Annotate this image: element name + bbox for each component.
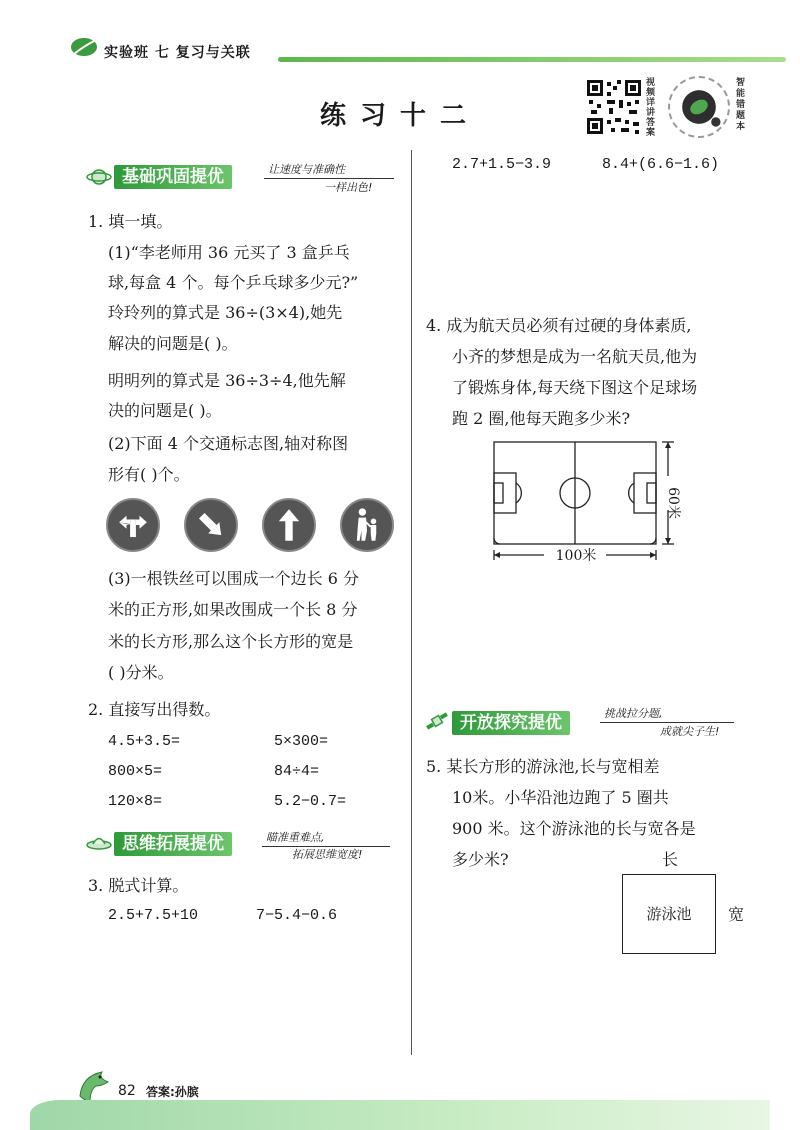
header-rule	[278, 57, 786, 62]
diagonal-arrow-sign-icon	[184, 498, 238, 552]
q1-blank-2[interactable]: 决的问题是( )。	[108, 401, 222, 420]
q2-item[interactable]: 5.2−0.7=	[274, 793, 347, 810]
section-open-label: 开放探究提优	[452, 711, 570, 735]
q3-item[interactable]: 2.5+7.5+10	[108, 907, 199, 924]
q4-text: 4. 成为航天员必须有过硬的身体素质,	[426, 316, 692, 335]
footer-answer: 答案:孙膑	[146, 1085, 199, 1099]
q4-text: 跑 2 圈,他每天跑多少米?	[452, 409, 631, 428]
q2-item[interactable]: 120×8=	[108, 793, 163, 810]
section-basic-label: 基础巩固提优	[114, 165, 232, 189]
q1-blank-1[interactable]: 解决的问题是( )。	[108, 334, 238, 353]
q1-title: 1. 填一填。	[88, 212, 173, 231]
qr-caption: 视频详讲答案	[646, 78, 656, 138]
q3-item[interactable]: 7−5.4−0.6	[256, 907, 338, 924]
section-open-note-2: 成就尖子生!	[660, 725, 720, 738]
field-width-label: 100米	[555, 548, 597, 564]
ufo-icon	[86, 830, 112, 856]
leaf-logo-icon	[70, 36, 100, 58]
q1-text: 米的长方形,那么这个长方形的宽是	[108, 632, 354, 651]
satellite-icon	[424, 708, 450, 734]
section-thinking-note-2: 拓展思维宽度!	[292, 848, 363, 861]
turn-left-right-sign-icon	[106, 498, 160, 552]
straight-arrow-sign-icon	[262, 498, 316, 552]
pedestrian-sign-icon	[340, 498, 394, 552]
q2-item[interactable]: 4.5+3.5=	[108, 733, 181, 750]
section-basic-note-1: 让速度与准确性	[268, 163, 345, 176]
section-thinking-note-1: 瞄准重难点,	[266, 831, 325, 844]
section-thinking-rule	[262, 846, 390, 847]
pool-diagram: 游泳池	[622, 874, 716, 954]
q1-text: (1)“李老师用 36 元买了 3 盒乒乓	[108, 243, 350, 262]
q3-title: 3. 脱式计算。	[88, 876, 189, 895]
q1-blank-4[interactable]: ( )分米。	[108, 663, 174, 682]
q1-text: 球,每盒 4 个。每个乒乓球多少元?”	[108, 273, 359, 292]
page-title: 练习十二	[319, 101, 480, 131]
q2-item[interactable]: 84÷4=	[274, 763, 320, 780]
q2-item[interactable]: 800×5=	[108, 763, 163, 780]
chapter-header: 实验班 七 复习与关联	[104, 45, 251, 61]
q4-text: 了锻炼身体,每天绕下图这个足球场	[452, 378, 698, 397]
q1-text: 明明列的算式是 36÷3÷4,他先解	[108, 371, 346, 390]
pool-length-label: 长	[662, 850, 679, 869]
footer-band	[30, 1100, 770, 1130]
pool-width-label: 宽	[728, 905, 745, 924]
q1-text: 玲玲列的算式是 36÷(3×4),她先	[108, 303, 343, 322]
section-open-note-1: 挑战拉分题,	[604, 707, 663, 720]
qr-code-icon[interactable]	[585, 78, 643, 136]
q2-item[interactable]: 5×300=	[274, 733, 329, 750]
q2-title: 2. 直接写出得数。	[88, 700, 221, 719]
column-divider	[411, 150, 412, 1055]
planet-icon	[86, 164, 112, 190]
smart-error-book-seal-icon[interactable]	[668, 76, 730, 138]
q5-text: 5. 某长方形的游泳池,长与宽相差	[426, 757, 660, 776]
page-number: 82	[118, 1083, 136, 1099]
q4-text: 小齐的梦想是成为一名航天员,他为	[452, 347, 698, 366]
q5-text: 900 米。这个游泳池的长与宽各是	[452, 819, 696, 838]
q1-blank-3[interactable]: 形有( )个。	[108, 465, 190, 484]
q3-item[interactable]: 8.4+(6.6−1.6)	[602, 156, 720, 173]
seal-caption: 智能错题本	[736, 78, 746, 132]
section-open-rule	[600, 722, 734, 723]
section-basic-rule	[264, 178, 394, 179]
field-height-label: 60米	[665, 487, 681, 519]
q5-text: 10米。小华沿池边跑了 5 圈共	[452, 788, 669, 807]
q1-text: 米的正方形,如果改围成一个长 8 分	[108, 600, 358, 619]
q1-text: (3)一根铁丝可以围成一个边长 6 分	[108, 569, 360, 588]
q1-text: (2)下面 4 个交通标志图,轴对称图	[108, 434, 349, 453]
q3-item[interactable]: 2.7+1.5−3.9	[452, 156, 552, 173]
section-thinking-label: 思维拓展提优	[114, 832, 232, 856]
q5-text: 多少米?	[452, 850, 509, 869]
section-basic-note-2: 一样出色!	[324, 181, 373, 194]
